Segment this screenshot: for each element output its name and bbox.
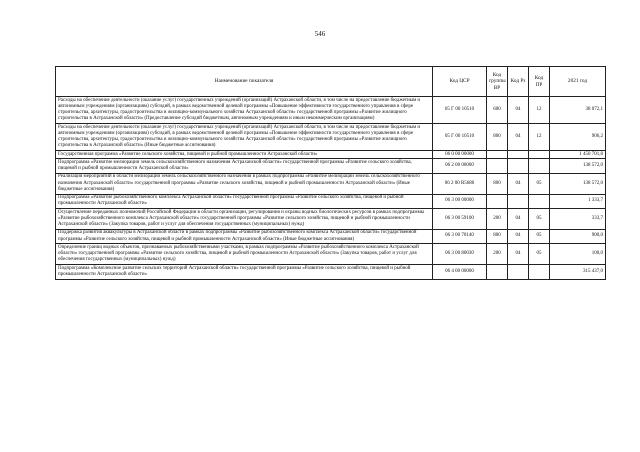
row-rz: 04 — [508, 124, 529, 151]
header-name: Наименование показателя — [56, 67, 433, 97]
row-csr: 06 2 00 00000 — [433, 159, 487, 174]
row-csr: 06 3 00 00000 — [433, 194, 487, 209]
row-rz — [508, 151, 529, 159]
row-amount: 1 450 701,8 — [550, 151, 606, 159]
row-rz: 04 — [508, 229, 529, 244]
table-row — [56, 97, 606, 124]
row-name: Подпрограмма «Развитие мелиорации земель сельскохозяйственного назначения Астраханской области» государственной программы «Развитие сельского хозяйства, пищевой и рыбной промышленности Астраханской области» — [56, 159, 433, 174]
row-amount: 38 072,1 — [550, 97, 606, 124]
row-vr: 200 — [487, 209, 508, 230]
row-csr: 06 3 00 80030 — [433, 244, 487, 265]
row-rz — [508, 265, 529, 280]
row-vr: 800 — [487, 124, 508, 151]
row-pr: 12 — [529, 124, 550, 151]
header-csr: Код ЦСР — [433, 67, 487, 97]
row-csr: 05 Г 00 10510 — [433, 124, 487, 151]
row-name: Расходы на обеспечение деятельности (оказание услуг) государственных учреждений (организаций) Астраханской области, в том числе на предоставление бюджетным и автономным учреждениям (организациям) субсидий, в рамках ведомственной целевой программы «Повышение эффективности государственного управления в сфере строительства, архитектуры, градостроительства и жилищно-коммунального хозяйства Астраханской области» государственной программы «Развитие жилищного строительства в Астраханской области» (Иные бюджетные ассигнования) — [56, 124, 433, 151]
row-pr: 05 — [529, 209, 550, 230]
row-rz: 04 — [508, 244, 529, 265]
table-row — [56, 151, 606, 159]
row-amount: 138 572,0 — [550, 159, 606, 174]
row-name: Осуществление переданных полномочий Российской Федерации в области организации, регулирования и охраны водных биологических ресурсов в рамках подпрограммы «Развитие рыбохозяйственного комплекса Астраханской области» государственной программы «Развитие сельского хозяйства, пищевой и рыбной промышленности Астраханской области» (Закупка товаров, работ и услуг для обеспечения государственных (муниципальных) нужд) — [56, 209, 433, 230]
table-row — [56, 159, 606, 174]
row-name: Определение границ водных объектов, признаваемых рыбохозяйственными участками, в рамках подпрограммы «Развитие рыбохозяйственного комплекса Астраханской области» государственной программы «Развитие сельского хозяйства, пищевой и рыбной промышленности Астраханской области» (Закупка товаров, работ и услуг для обеспечения государственных (муниципальных) нужд) — [56, 244, 433, 265]
row-vr — [487, 265, 508, 280]
table-row — [56, 124, 606, 151]
header-year: 2021 год — [550, 67, 606, 97]
row-rz: 04 — [508, 173, 529, 194]
row-amount: 1 333,7 — [550, 194, 606, 209]
row-vr: 600 — [487, 97, 508, 124]
table-row — [56, 265, 606, 280]
row-amount: 900,0 — [550, 229, 606, 244]
table-body — [56, 97, 606, 280]
row-csr: 05 Г 00 10510 — [433, 97, 487, 124]
row-vr: 800 — [487, 173, 508, 194]
table-row — [56, 194, 606, 209]
row-amount: 333,7 — [550, 209, 606, 230]
header-vr: Код группы ВР — [487, 67, 508, 97]
header-rz: Код Рз — [508, 67, 529, 97]
row-amount: 100,0 — [550, 244, 606, 265]
row-vr: 200 — [487, 244, 508, 265]
row-pr: 12 — [529, 97, 550, 124]
row-pr — [529, 159, 550, 174]
row-rz — [508, 159, 529, 174]
row-name: Подпрограмма «Развитие рыбохозяйственного комплекса Астраханской области» государственной программы «Развитие сельского хозяйства, пищевой и рыбной промышленности Астраханской области» — [56, 194, 433, 209]
row-rz — [508, 194, 529, 209]
table-row — [56, 244, 606, 265]
row-pr — [529, 194, 550, 209]
row-pr — [529, 151, 550, 159]
page-number: 546 — [314, 30, 326, 38]
row-rz: 04 — [508, 209, 529, 230]
row-name: Подпрограмма «Комплексное развитие сельских территорий Астраханской области» государственной программы «Развитие сельского хозяйства, пищевой и рыбной промышленности Астраханской области» — [56, 265, 433, 280]
table-row — [56, 229, 606, 244]
row-csr: 06 3 00 59100 — [433, 209, 487, 230]
row-name: Государственная программа «Развитие сельского хозяйства, пищевой и рыбной промышленности Астраханской области» — [56, 151, 433, 159]
row-name: Поддержка развития аквакультуры в Астраханской области в рамках подпрограммы «Развитие рыбохозяйственного комплекса Астраханской области» государственной программы «Развитие сельского хозяйства, пищевой и рыбной промышленности Астраханской области» (Иные бюджетные ассигнования) — [56, 229, 433, 244]
budget-table — [55, 66, 606, 280]
row-vr — [487, 151, 508, 159]
row-csr: 06 3 00 70140 — [433, 229, 487, 244]
row-amount: 138 572,0 — [550, 173, 606, 194]
row-name: Расходы на обеспечение деятельности (оказание услуг) государственных учреждений (организаций) Астраханской области, в том числе на предоставление бюджетным и автономным учреждениям (организациям) субсидий, в рамках ведомственной целевой программы «Повышение эффективности государственного управления в сфере строительства, архитектуры, градостроительства и жилищно-коммунального хозяйства Астраханской области» государственной программы «Развитие жилищного строительства в Астраханской области» (Предоставление субсидий бюджетным, автономным учреждениям и иным некоммерческим организациям) — [56, 97, 433, 124]
row-pr: 05 — [529, 244, 550, 265]
row-csr: 06 2 00 R5680 — [433, 173, 487, 194]
row-amount: 906,2 — [550, 124, 606, 151]
table-row — [56, 209, 606, 230]
header-pr: Код ПР — [529, 67, 550, 97]
row-csr: 06 0 00 00000 — [433, 151, 487, 159]
row-name: Реализация мероприятий в области мелиорации земель сельскохозяйственного назначения в рамках подпрограммы «Развитие мелиорации земель сельскохозяйственного назначения Астраханской области» государственной программы «Развитие сельского хозяйства, пищевой и рыбной промышленности Астраханской области» (Иные бюджетные ассигнования) — [56, 173, 433, 194]
row-amount: 315 437,0 — [550, 265, 606, 280]
row-pr: 05 — [529, 173, 550, 194]
row-pr — [529, 265, 550, 280]
row-vr — [487, 159, 508, 174]
row-pr: 05 — [529, 229, 550, 244]
row-vr — [487, 194, 508, 209]
table-row — [56, 173, 606, 194]
table-header-row — [56, 67, 606, 97]
row-csr: 06 4 00 00000 — [433, 265, 487, 280]
row-vr: 800 — [487, 229, 508, 244]
row-rz: 04 — [508, 97, 529, 124]
